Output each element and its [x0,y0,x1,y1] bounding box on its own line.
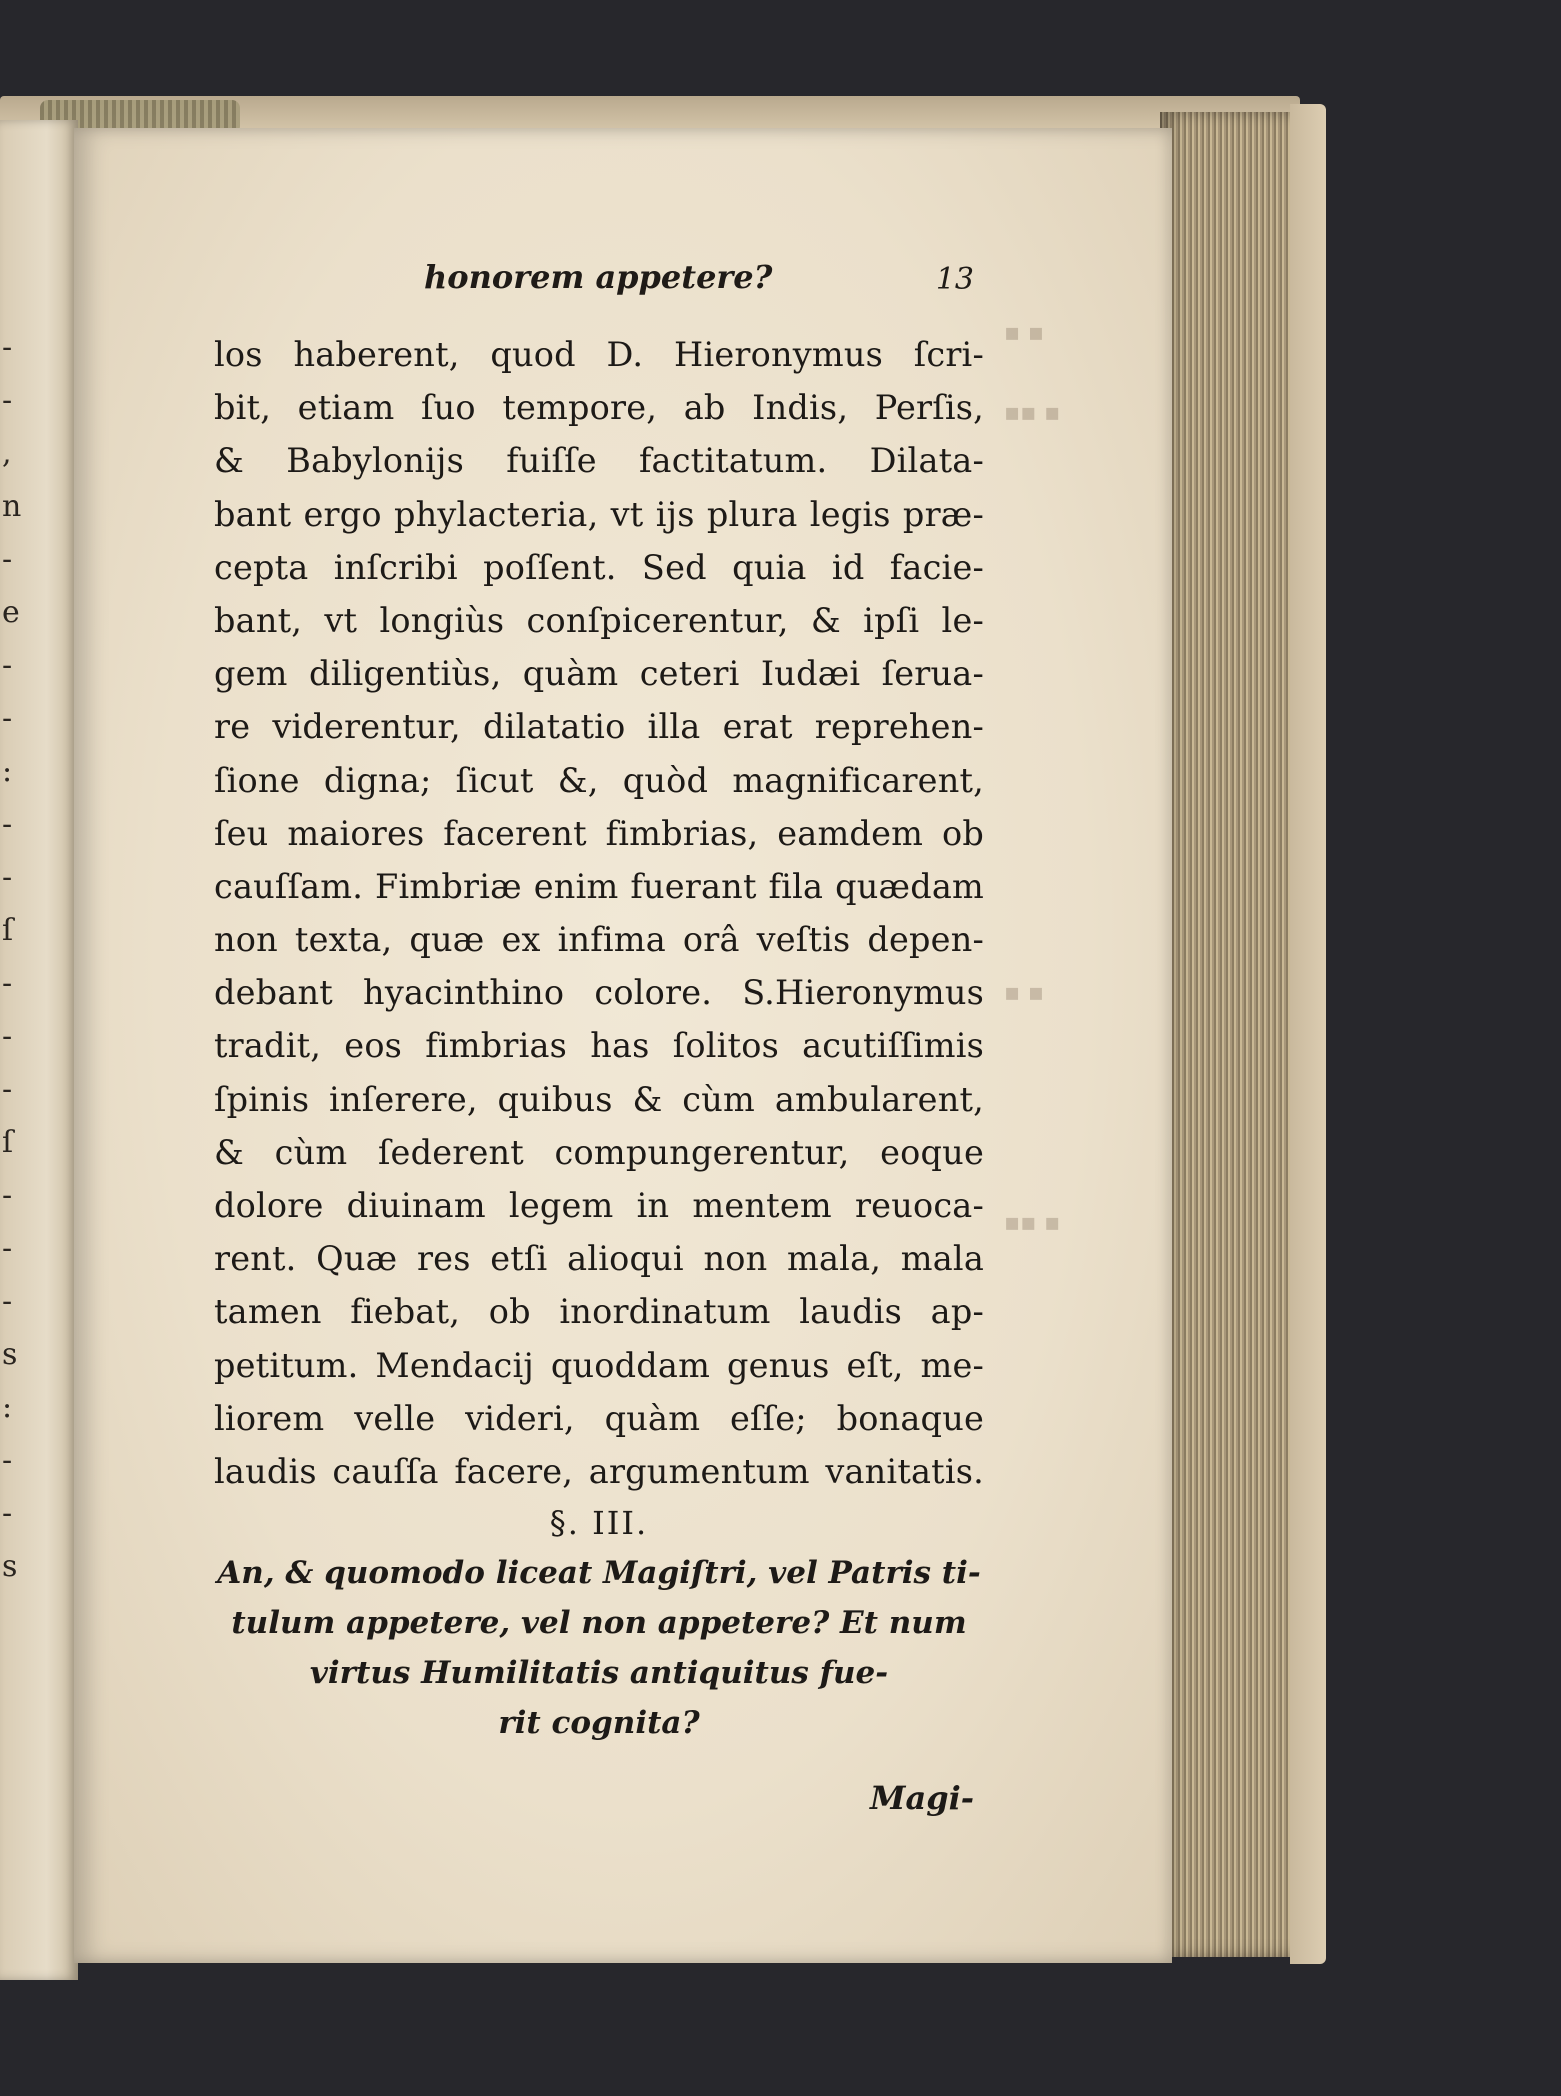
left-page-fragment: - [2,1284,13,1319]
running-head: honorem appetere? [424,258,773,296]
text-line: re viderentur, dilatatio illa erat reprehen- [214,707,984,747]
section-heading-line: virtus Humilitatis antiquitus fue- [309,1655,889,1692]
text-line: liorem velle videri, quàm eſſe; bonaque [214,1398,984,1438]
text-line: petitum. Mendacij quoddam genus eſt, me- [214,1345,984,1385]
section-heading [214,1548,984,1748]
page-number: 13 [935,262,974,297]
text-line: ſpinis inſerere, quibus & cùm ambularent, [214,1079,984,1119]
text-line: non texta, quæ ex infima orâ veſtis depen- [214,920,984,960]
text-line: bit, etiam ſuo tempore, ab Indis, Perſis, [214,388,984,428]
text-line: bant, vt longiùs conſpicerentur, & ipſi le- [214,600,984,640]
left-page-fragment: - [2,966,13,1001]
text-line: dolore diuinam legem in mentem reuoca- [214,1186,984,1225]
left-page-fragment: - [2,1072,13,1107]
left-page-fragment: - [2,542,13,577]
section-heading-line: tulum appetere, vel non appetere? Et num [231,1605,967,1642]
text-line: tradit, eos fimbrias has ſolitos acutiſſimis [214,1026,984,1066]
section-heading-line: rit cognita? [498,1705,700,1742]
text-line: laudis cauſſa facere, argumentum vanitatis. [214,1451,984,1491]
left-page-fragment: - [2,383,13,418]
body-text [214,328,984,1498]
text-line: bant ergo phylacteria, vt ijs plura legis præ- [214,494,984,534]
catchword: Magi- [870,1779,974,1818]
show-through-mark: ▪ ▪ [1004,978,1045,1006]
left-page-fragment: ſ [2,1125,14,1160]
book-page [74,128,1172,1963]
text-line: debant hyacinthino colore. S.Hieronymus [214,973,984,1013]
text-line: ſione digna; ſicut &, quòd magnificarent, [214,760,984,800]
text-line: cauſſam. Fimbriæ enim fuerant fila quædam [214,866,984,906]
left-page-fragment: - [2,1178,13,1213]
show-through-mark: ▪ ▪ [1004,318,1045,346]
left-page-fragment: - [2,1443,13,1478]
text-line: los haberent, quod D. Hieronymus ſcri- [214,335,984,374]
left-page-fragment: - [2,807,13,842]
text-line: gem diligentiùs, quàm ceteri Iudæi ſerua- [214,654,984,694]
text-line: rent. Quæ res etſi alioqui non mala, mala [214,1239,984,1279]
section-mark: §. III. [549,1504,649,1543]
left-page-fragment: s [2,1337,18,1372]
text-line: ſeu maiores facerent fimbrias, eamdem ob [214,813,984,853]
book-cover-right [1290,104,1326,1964]
left-page-fragment: : [2,754,13,789]
left-page-fragment: - [2,1496,13,1531]
left-page-fragment: - [2,860,13,895]
left-page-fragment: , [2,436,12,471]
left-page-fragment: - [2,330,13,365]
left-page-fragment: s [2,1549,18,1584]
show-through-mark: ▪▪ ▪ [1004,398,1061,426]
text-line: & cùm ſederent compungerentur, eoque [214,1132,984,1172]
left-page-fragment: e [2,595,20,630]
text-line: tamen fiebat, ob inordinatum laudis ap- [214,1292,984,1332]
left-page-fragment: - [2,648,13,683]
page-text [214,258,984,1828]
page-header [214,258,984,328]
text-line: & Babylonijs fuiſſe factitatum. Dilata- [214,441,984,481]
left-page-fragment: n [2,489,22,524]
previous-page-edge [0,120,78,1980]
left-page-fragment: ſ [2,913,14,948]
page-block-fore-edge [1160,112,1310,1957]
text-line: cepta inſcribi poſſent. Sed quia id facie- [214,547,984,587]
left-page-fragment: - [2,1231,13,1266]
left-page-fragment: - [2,701,13,736]
show-through-mark: ▪▪ ▪ [1004,1208,1061,1236]
section-heading-line: An, & quomodo liceat Magiſtri, vel Patris ti- [217,1555,981,1592]
left-page-fragment: - [2,1019,13,1054]
left-page-fragment: : [2,1390,13,1425]
